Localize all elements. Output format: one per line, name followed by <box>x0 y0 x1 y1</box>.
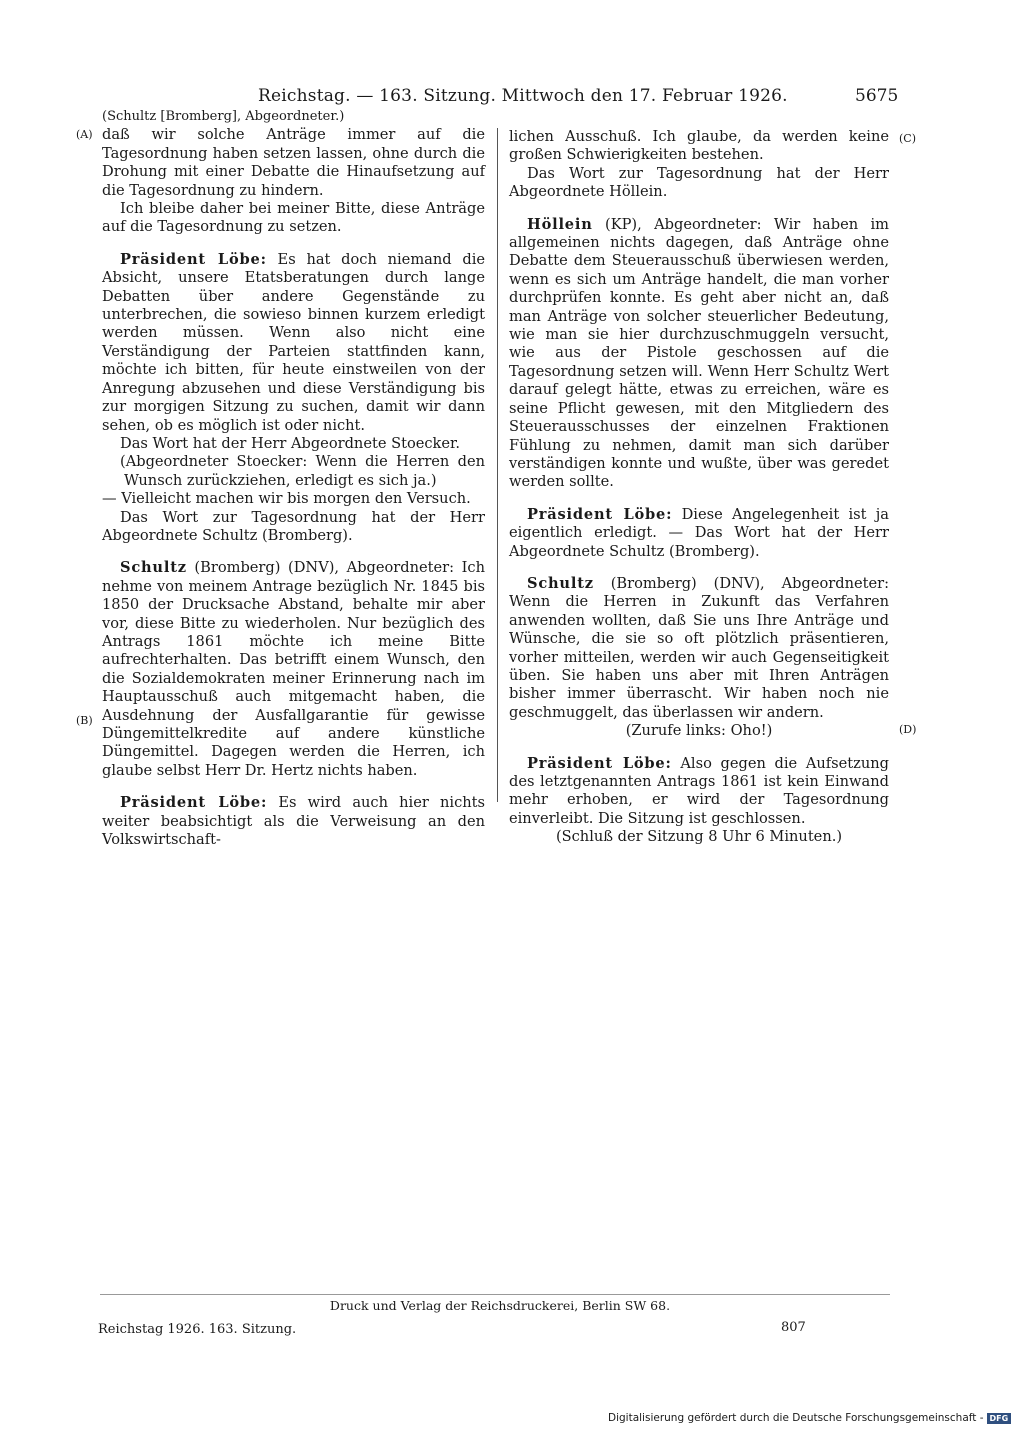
margin-mark-d: (D) <box>899 723 917 736</box>
speech-loebe-3 <box>509 506 889 561</box>
imprint: Druck und Verlag der Reichsdruckerei, Berlin SW 68. <box>329 1298 671 1313</box>
right-column <box>509 128 889 847</box>
speech-text: (Bromberg) (DNV), Abgeordneter: Wenn die Herren in Zukunft das Verfahren anwenden wollten, daß Sie uns Ihre Anträge und Wünsche, die sie so oft plötzlich präsentieren, vorher mitteilen, werden wir auch Gegenseitigkeit üben. Sie haben uns aber mit Ihren Anträgen bisher immer überrascht. Wir haben noch nie geschmuggelt, das überlassen wir andern. <box>509 574 889 721</box>
margin-mark-c: (C) <box>899 132 916 145</box>
speaker-name: Präsident Löbe: <box>527 505 673 523</box>
paragraph: Das Wort hat der Herr Abgeordnete Stoecker. <box>120 434 461 452</box>
speech-hoellein <box>509 216 889 492</box>
speech-loebe-1 <box>102 251 485 435</box>
speech-text: Es hat doch niemand die Absicht, unsere Etatsberatungen durch lange Debatten über andere Gegenstände zu unterbrechen, die sowieso binnen kurzem erledigt werden müssen. Wenn also nicht eine Verständigung der Parteien stattfinden kann, möchte ich bitten, für heute einstweilen von der Anregung abzusehen und diese Verständigung bis zur morgigen Sitzung zu suchen, damit wir dann sehen, ob es möglich ist oder nicht. <box>102 250 486 434</box>
digitization-note <box>608 1412 1011 1424</box>
speech-text: (Bromberg) (DNV), Abgeordneter: Ich nehme von meinem Antrage bezüglich Nr. 1845 bis 1850 der Drucksache Abstand, behalte mir aber vor, diese Bitte zu wiederholen. Nur bezüglich des Antrags 1861 möchte ich meine Bitte aufrechterhalten. Das betrifft einem Wunsch, den die Sozialdemokraten meiner Erinnerung nach im Hauptausschuß auch mitgemacht haben, die Ausdehnung der Ausfallgarantie für gewisse Düngemittelkredite auf andere künstliche Düngemittel. Dagegen werden die Herren, ich glaube selbst Herr Dr. Hertz nichts haben. <box>102 559 485 779</box>
left-column <box>102 108 485 849</box>
running-header: Reichstag. — 163. Sitzung. Mittwoch den 17. Februar 1926. <box>258 86 788 106</box>
speaker-name: Präsident Löbe: <box>120 794 268 812</box>
speech-text: (KP), Abgeordneter: Wir haben im allgemeinen nichts dagegen, daß Anträge ohne Debatte dem Steuerausschuß überwiesen werden, wenn es sich um Anträge handelt, die man vorher durchprüfen konnte. Es geht aber nicht an, daß man Anträge von solcher steuerlicher Bedeutung, wie man sie hier durchzuschmuggeln versucht, wie aus der Pistole geschossen auf die Tagesordnung setzen will. Wenn Herr Schultz Wert darauf gelegt hätte, etwas zu erreichen, wäre es seine Pflicht gewesen, mit den Mitgliedern des Steuerausschusses der einzelnen Fraktionen Fühlung zu nehmen, damit man sich darüber verständigen konnte und wußte, über was geredet werden sollte. <box>509 215 889 491</box>
margin-mark-a: (A) <box>76 128 93 141</box>
speech-text: Diese Angelegenheit ist ja eigentlich erledigt. — Das Wort hat der Herr Abgeordnete Schultz (Bromberg). <box>509 505 890 560</box>
speech-schultz-1 <box>102 559 485 780</box>
speech-schultz-2 <box>509 575 889 722</box>
speaker-name: Höllein <box>527 215 593 233</box>
dfg-logo: DFG <box>987 1413 1011 1424</box>
footer-page-number: 807 <box>781 1320 806 1335</box>
paragraph: Das Wort zur Tagesordnung hat der Herr Abgeordnete Schultz (Bromberg). <box>102 508 485 544</box>
head-note: (Schultz [Bromberg], Abgeordneter.) <box>102 109 345 124</box>
speaker-name: Präsident Löbe: <box>527 754 672 772</box>
footer-rule <box>100 1294 890 1295</box>
margin-mark-b: (B) <box>76 714 93 727</box>
speaker-name: Schultz <box>527 574 594 592</box>
footer-left: Reichstag 1926. 163. Sitzung. <box>98 1322 297 1337</box>
speaker-name: Schultz <box>120 559 187 577</box>
digitization-text: Digitalisierung gefördert durch die Deutsche Forschungsgemeinschaft - <box>608 1412 984 1424</box>
page-number: 5675 <box>855 86 899 106</box>
paragraph: Das Wort zur Tagesordnung hat der Herr Abgeordnete Höllein. <box>509 164 889 201</box>
paragraph: Ich bleibe daher bei meiner Bitte, diese Anträge auf die Tagesordnung zu setzen. <box>102 200 485 236</box>
speech-text: Es wird auch hier nichts weiter beabsichtigt als die Verweisung an den Volkswirtschaft- <box>102 794 485 849</box>
paragraph: lichen Ausschuß. Ich glaube, da werden keine großen Schwierigkeiten bestehen. <box>509 128 889 164</box>
closing-note: (Schluß der Sitzung 8 Uhr 6 Minuten.) <box>555 828 843 846</box>
speech-loebe-4 <box>509 755 889 829</box>
speech-text: Also gegen die Aufsetzung des letztgenannten Antrags 1861 ist kein Einwand mehr erhoben, er wird der Tagesordnung einverleibt. Die Sitzung ist geschlossen. <box>509 754 890 827</box>
interjection: (Abgeordneter Stoecker: Wenn die Herren den Wunsch zurückziehen, erledigt es sich ja.) <box>120 453 485 489</box>
paragraph: — Vielleicht machen wir bis morgen den Versuch. <box>102 490 471 508</box>
speaker-name: Präsident Löbe: <box>120 250 267 268</box>
paragraph: daß wir solche Anträge immer auf die Tagesordnung haben setzen lassen, ohne durch die Drohung mit einer Debatte die Hinaufsetzung auf die Tagesordnung zu hindern. <box>102 126 485 199</box>
interjection: (Zurufe links: Oho!) <box>625 722 773 740</box>
column-divider <box>497 128 498 802</box>
speech-loebe-2 <box>102 794 485 849</box>
